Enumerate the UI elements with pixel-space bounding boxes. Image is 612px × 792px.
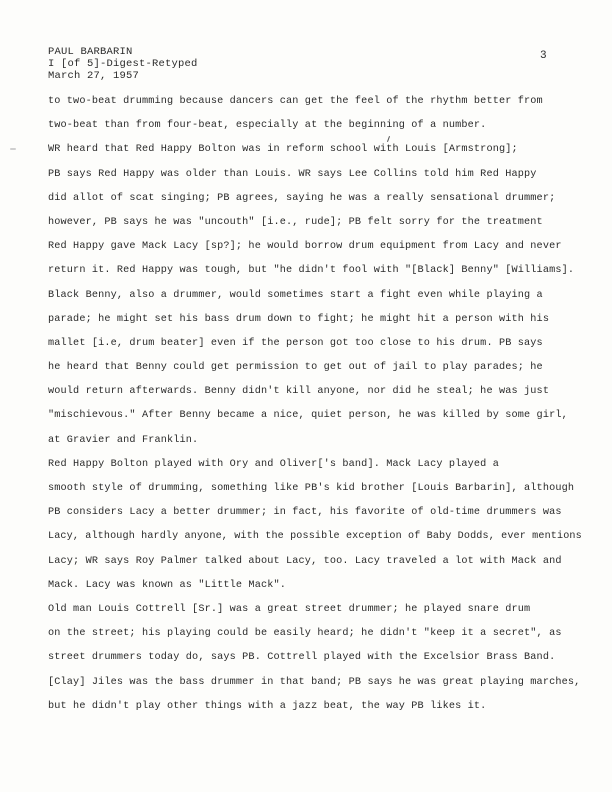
text-line: Mack. Lacy was known as "Little Mack". bbox=[48, 579, 287, 591]
text-line: "mischievous." After Benny became a nice, quiet person, he was killed by some girl, bbox=[48, 410, 568, 422]
text-line: WR heard that Red Happy Bolton was in reform school with Louis [Armstrong]; bbox=[48, 144, 518, 156]
header-name: PAUL BARBARIN bbox=[48, 46, 133, 58]
text-line: smooth style of drumming, something like PB's kid brother [Louis Barbarin], although bbox=[48, 483, 575, 494]
text-line: PB considers Lacy a better drummer; in fact, his favorite of old-time drummers was bbox=[48, 507, 562, 519]
text-line: to two-beat drumming because dancers can get the feel of the rhythm better from bbox=[48, 96, 543, 107]
body-text bbox=[48, 96, 582, 725]
text-line: [Clay] Jiles was the bass drummer in that band; PB says he was great playing marches, bbox=[48, 676, 581, 688]
page-number: 3 bbox=[540, 50, 547, 62]
text-line: street drummers today do, says PB. Cottrell played with the Excelsior Brass Band. bbox=[48, 652, 556, 664]
text-line: on the street; his playing could be easily heard; he didn't "keep it a secret", as bbox=[48, 628, 562, 640]
text-line: Old man Louis Cottrell [Sr.] was a great street drummer; he played snare drum bbox=[48, 603, 531, 615]
header-reel: I [of 5]-Digest-Retyped bbox=[48, 58, 198, 70]
text-line: mallet [i.e, drum beater] even if the person got too close to his drum. PB says bbox=[48, 337, 543, 349]
text-line: two-beat than from four-beat, especially at the beginning of a number. bbox=[48, 120, 487, 132]
text-line: PB says Red Happy was older than Louis. WR says Lee Collins told him Red Happy bbox=[48, 168, 537, 180]
text-line: Red Happy gave Mack Lacy [sp?]; he would borrow drum equipment from Lacy and never bbox=[48, 241, 562, 253]
header-date: March 27, 1957 bbox=[48, 70, 140, 82]
text-line: however, PB says he was "uncouth" [i.e., rude]; PB felt sorry for the treatment bbox=[48, 216, 543, 228]
text-line: parade; he might set his bass drum down to fight; he might hit a person with his bbox=[48, 313, 550, 325]
text-line: Lacy; WR says Roy Palmer talked about Lacy, too. Lacy traveled a lot with Mack and bbox=[48, 555, 562, 567]
text-line: would return afterwards. Benny didn't kill anyone, nor did he steal; he was just bbox=[48, 386, 550, 398]
text-line: Lacy, although hardly anyone, with the possible exception of Baby Dodds, ever mentions bbox=[48, 531, 582, 543]
text-line: he heard that Benny could get permission to get out of jail to play parades; he bbox=[48, 362, 543, 374]
scan-speck bbox=[10, 148, 16, 150]
text-line: but he didn't play other things with a jazz beat, the way PB likes it. bbox=[48, 700, 487, 712]
text-line: at Gravier and Franklin. bbox=[48, 434, 199, 446]
text-line: Black Benny, also a drummer, would sometimes start a fight even while playing a bbox=[48, 289, 543, 301]
text-line: did allot of scat singing; PB agrees, saying he was a really sensational drummer; bbox=[48, 192, 556, 204]
document-header bbox=[48, 46, 198, 82]
text-line: Red Happy Bolton played with Ory and Oliver['s band]. Mack Lacy played a bbox=[48, 458, 499, 470]
text-line: return it. Red Happy was tough, but "he didn't fool with "[Black] Benny" [Williams]. bbox=[48, 265, 575, 277]
